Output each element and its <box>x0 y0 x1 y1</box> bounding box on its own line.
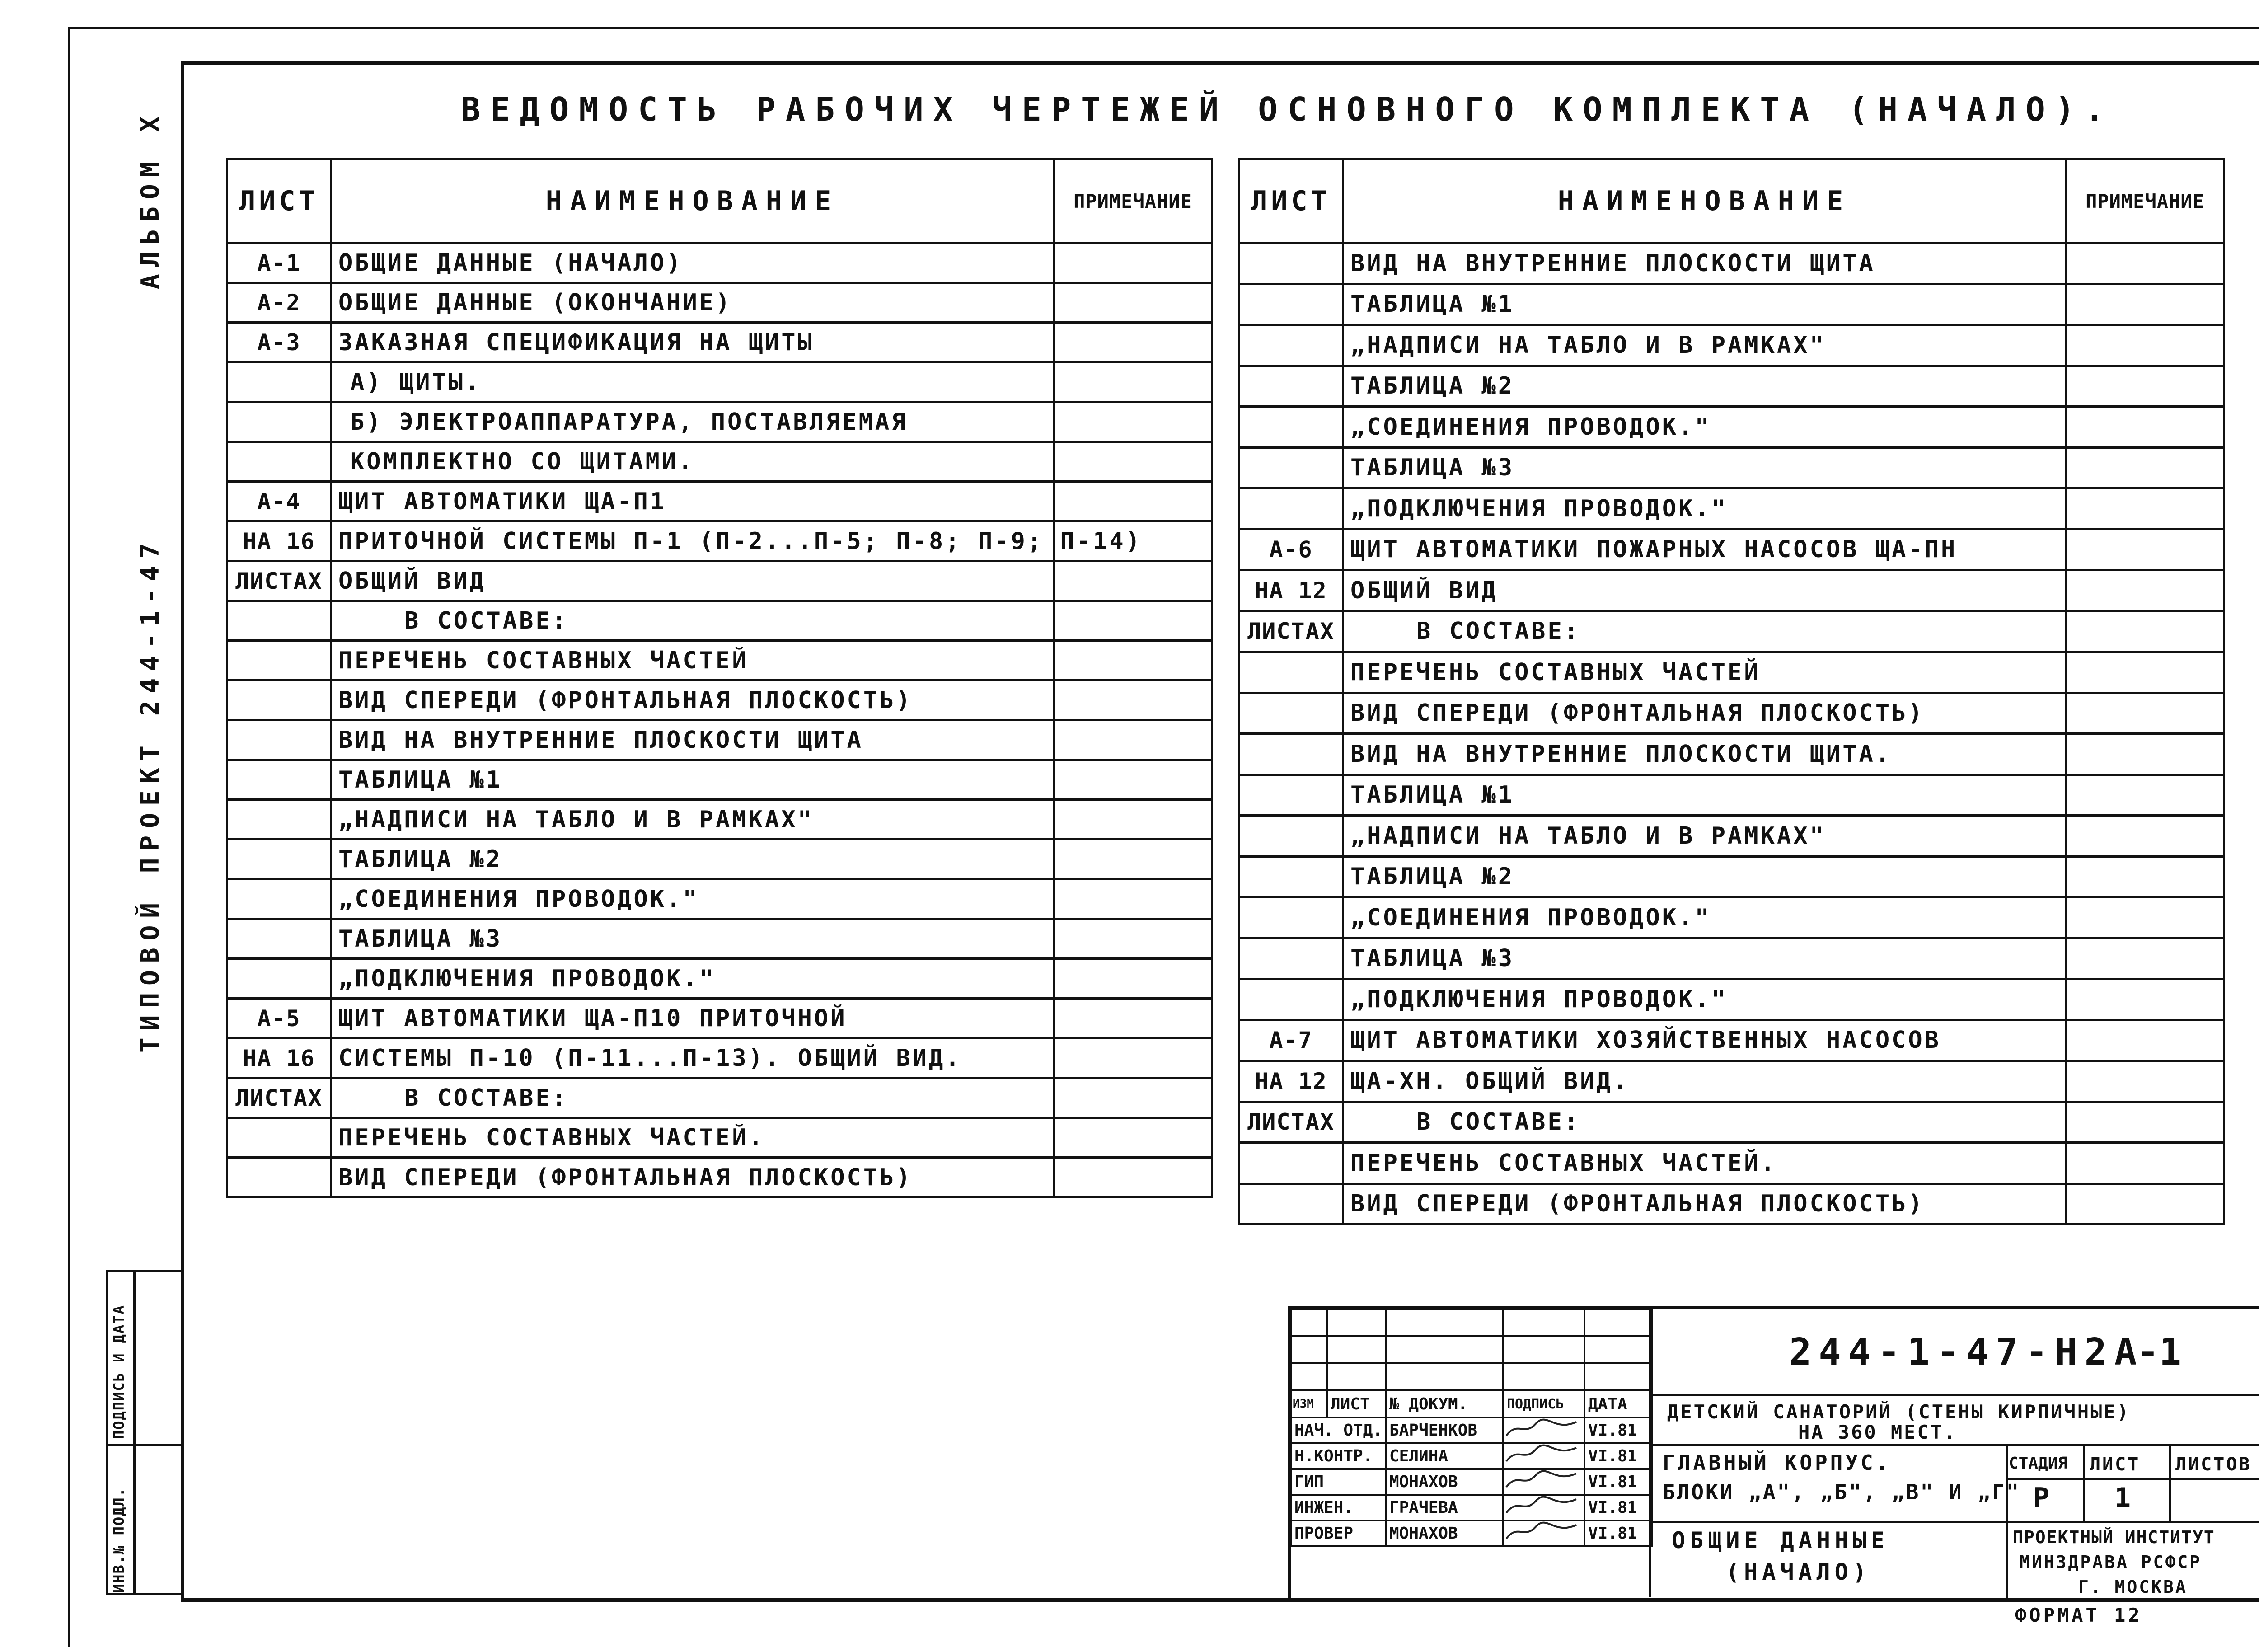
signer-role: Н.КОНТР. <box>1291 1443 1386 1469</box>
row-sheet <box>227 1158 331 1197</box>
row-note <box>2066 938 2224 979</box>
sheet-code: А-1 <box>2114 1331 2182 1374</box>
row-sheet <box>1239 856 1343 897</box>
signature-row <box>1291 1443 1652 1469</box>
row-name: ЩИТ АВТОМАТИКИ ЩА-П1 <box>331 482 1054 521</box>
col-list: ЛИСТ <box>1327 1390 1386 1417</box>
table-row <box>1239 1183 2224 1225</box>
row-note <box>1054 442 1212 482</box>
row-name: „СОЕДИНЕНИЯ ПРОВОДОК." <box>1343 897 2066 939</box>
table-row <box>227 760 1212 800</box>
row-note <box>2066 366 2224 407</box>
row-name: ТАБЛИЦА №2 <box>1343 366 2066 407</box>
row-note <box>1054 999 1212 1038</box>
table-row <box>1239 693 2224 734</box>
row-note <box>2066 856 2224 897</box>
row-note <box>2066 1020 2224 1061</box>
object-line-1: ДЕТСКИЙ САНАТОРИЙ (СТЕНЫ КИРПИЧНЫЕ) <box>1667 1401 2131 1423</box>
row-note <box>1054 283 1212 323</box>
row-name: „НАДПИСИ НА ТАБЛО И В РАМКАХ" <box>331 800 1054 840</box>
row-sheet <box>1239 325 1343 366</box>
row-sheet: А-2 <box>227 283 331 323</box>
row-name: ВИД СПЕРЕДИ (ФРОНТАЛЬНАЯ ПЛОСКОСТЬ) <box>1343 693 2066 734</box>
row-name: „СОЕДИНЕНИЯ ПРОВОДОК." <box>1343 407 2066 448</box>
sheet-value: 1 <box>2114 1482 2131 1514</box>
row-note <box>2066 447 2224 488</box>
row-note <box>2066 979 2224 1020</box>
row-sheet <box>1239 652 1343 693</box>
stamp-line-2 <box>1649 1444 2259 1446</box>
signer-role: ПРОВЕР <box>1291 1521 1386 1546</box>
table-row <box>1239 1143 2224 1184</box>
table-row <box>227 442 1212 482</box>
row-sheet: А-3 <box>227 323 331 362</box>
row-name: КОМПЛЕКТНО СО ЩИТАМИ. <box>331 442 1054 482</box>
table-row <box>1239 611 2224 652</box>
doc-title-1: ОБЩИЕ ДАННЫЕ <box>1672 1527 1889 1553</box>
row-note <box>2066 693 2224 734</box>
row-note <box>1054 681 1212 720</box>
row-sheet <box>1239 938 1343 979</box>
row-note <box>1054 482 1212 521</box>
stage-value: Р <box>2033 1482 2050 1514</box>
signature-row <box>1291 1495 1652 1521</box>
format-label: ФОРМАТ 12 <box>2015 1604 2142 1626</box>
row-sheet: НА 16 <box>227 521 331 561</box>
row-note <box>1054 1118 1212 1158</box>
table-row <box>227 521 1212 561</box>
row-name: „СОЕДИНЕНИЯ ПРОВОДОК." <box>331 879 1054 919</box>
row-sheet <box>1239 979 1343 1020</box>
header-sheet: ЛИСТ <box>1239 160 1343 243</box>
row-note <box>2066 1143 2224 1184</box>
row-sheet: А-7 <box>1239 1020 1343 1061</box>
row-sheet <box>1239 897 1343 939</box>
table-row <box>1239 1102 2224 1143</box>
row-name: В СОСТАВЕ: <box>1343 611 2066 652</box>
building-line-2: БЛОКИ „А", „Б", „В" И „Г" <box>1663 1480 2021 1504</box>
row-note <box>2066 325 2224 366</box>
row-note <box>2066 611 2224 652</box>
row-note <box>2066 529 2224 570</box>
col-date: ДАТА <box>1584 1390 1652 1417</box>
row-name: ВИД СПЕРЕДИ (ФРОНТАЛЬНАЯ ПЛОСКОСТЬ) <box>331 681 1054 720</box>
signer-name: МОНАХОВ <box>1386 1521 1503 1546</box>
row-sheet: ЛИСТАХ <box>227 1078 331 1118</box>
row-sheet <box>227 1118 331 1158</box>
table-row <box>227 402 1212 442</box>
row-name: ВИД НА ВНУТРЕННИЕ ПЛОСКОСТИ ЩИТА. <box>1343 734 2066 775</box>
row-name: ТАБЛИЦА №1 <box>1343 774 2066 816</box>
signature-mark <box>1503 1443 1584 1469</box>
row-name: ПЕРЕЧЕНЬ СОСТАВНЫХ ЧАСТЕЙ. <box>1343 1143 2066 1184</box>
signer-role: ИНЖЕН. <box>1291 1495 1386 1521</box>
row-sheet <box>227 879 331 919</box>
row-name: В СОСТАВЕ: <box>1343 1102 2066 1143</box>
signature-mark <box>1503 1469 1584 1495</box>
row-sheet <box>227 641 331 681</box>
stamp-line-3 <box>1649 1521 2259 1523</box>
sign-date: VI.81 <box>1584 1495 1652 1521</box>
table-header-row <box>1239 160 2224 243</box>
table-header-row <box>227 160 1212 243</box>
table-row <box>227 879 1212 919</box>
row-sheet <box>227 601 331 641</box>
signature-mark <box>1503 1417 1584 1443</box>
table-row <box>1239 529 2224 570</box>
table-row <box>227 720 1212 760</box>
table-row <box>227 1158 1212 1197</box>
row-name: В СОСТАВЕ: <box>331 1078 1054 1118</box>
row-name: ОБЩИЕ ДАННЫЕ (ОКОНЧАНИЕ) <box>331 283 1054 323</box>
register-table-right <box>1238 158 2225 1225</box>
row-note <box>1054 919 1212 959</box>
row-sheet <box>227 681 331 720</box>
row-sheet <box>1239 407 1343 448</box>
doc-title-2: (НАЧАЛО) <box>1726 1559 1871 1585</box>
row-name: ЩИТ АВТОМАТИКИ ХОЗЯЙСТВЕННЫХ НАСОСОВ <box>1343 1020 2066 1061</box>
table-row <box>227 283 1212 323</box>
row-note <box>2066 1061 2224 1102</box>
row-sheet <box>1239 816 1343 857</box>
row-name: ОБЩИЙ ВИД <box>331 561 1054 601</box>
table-row <box>1239 407 2224 448</box>
stamp-header-row <box>1291 1390 1652 1417</box>
header-note: ПРИМЕЧАНИЕ <box>2066 160 2224 243</box>
table-row <box>227 681 1212 720</box>
row-sheet <box>227 720 331 760</box>
row-sheet: А-6 <box>1239 529 1343 570</box>
row-note <box>2066 774 2224 816</box>
row-sheet <box>227 362 331 402</box>
col-doc: № ДОКУМ. <box>1386 1390 1503 1417</box>
table-row <box>1239 488 2224 530</box>
table-row <box>1239 774 2224 816</box>
table-row <box>227 561 1212 601</box>
table-row <box>227 1118 1212 1158</box>
signer-name: СЕЛИНА <box>1386 1443 1503 1469</box>
row-sheet <box>1239 1143 1343 1184</box>
row-sheet <box>1239 447 1343 488</box>
row-sheet <box>1239 488 1343 530</box>
row-note <box>1054 1158 1212 1197</box>
signature-row <box>1291 1417 1652 1443</box>
signer-name: МОНАХОВ <box>1386 1469 1503 1495</box>
row-note <box>1054 641 1212 681</box>
table-row <box>1239 1020 2224 1061</box>
table-row <box>1239 734 2224 775</box>
table-row <box>1239 1061 2224 1102</box>
left-approval-stamp <box>106 1270 183 1595</box>
building-line-1: ГЛАВНЫЙ КОРПУС. <box>1663 1450 1891 1475</box>
table-row <box>227 919 1212 959</box>
signer-role: ГИП <box>1291 1469 1386 1495</box>
sheet-label: ЛИСТ <box>2090 1454 2141 1475</box>
row-note <box>2066 816 2224 857</box>
row-name: Б) ЭЛЕКТРОАППАРАТУРА, ПОСТАВЛЯЕМАЯ <box>331 402 1054 442</box>
row-sheet <box>227 402 331 442</box>
header-sheet: ЛИСТ <box>227 160 331 243</box>
table-row <box>227 999 1212 1038</box>
row-name: ТАБЛИЦА №2 <box>331 840 1054 879</box>
row-name: ЩА-ХН. ОБЩИЙ ВИД. <box>1343 1061 2066 1102</box>
row-note <box>2066 734 2224 775</box>
row-note <box>1054 800 1212 840</box>
row-name: „ПОДКЛЮЧЕНИЯ ПРОВОДОК." <box>1343 979 2066 1020</box>
stamp-divider-2 <box>2006 1444 2008 1600</box>
row-name: „НАДПИСИ НА ТАБЛО И В РАМКАХ" <box>1343 325 2066 366</box>
row-name: ТАБЛИЦА №1 <box>1343 284 2066 325</box>
table-row <box>227 959 1212 999</box>
table-row <box>1239 243 2224 284</box>
signature-row <box>1291 1469 1652 1495</box>
signature-table <box>1290 1308 1653 1547</box>
row-name: ТАБЛИЦА №3 <box>1343 447 2066 488</box>
row-name: ЩИТ АВТОМАТИКИ ПОЖАРНЫХ НАСОСОВ ЩА-ПН <box>1343 529 2066 570</box>
row-name: ТАБЛИЦА №2 <box>1343 856 2066 897</box>
table-row <box>227 1038 1212 1078</box>
sign-date: VI.81 <box>1584 1469 1652 1495</box>
row-name: СИСТЕМЫ П-10 (П-11...П-13). ОБЩИЙ ВИД. <box>331 1038 1054 1078</box>
row-note <box>2066 1183 2224 1225</box>
row-name: ПРИТОЧНОЙ СИСТЕМЫ П-1 (П-2...П-5; П-8; П-9; П-14) <box>331 521 1054 561</box>
header-note: ПРИМЕЧАНИЕ <box>1054 160 1212 243</box>
stamp-divider <box>1649 1308 1651 1597</box>
row-sheet <box>1239 366 1343 407</box>
album-side-label: АЛЬБОМ Х <box>136 109 165 289</box>
row-name: ВИД СПЕРЕДИ (ФРОНТАЛЬНАЯ ПЛОСКОСТЬ) <box>1343 1183 2066 1225</box>
table-row <box>227 800 1212 840</box>
row-sheet <box>227 442 331 482</box>
row-note <box>1054 362 1212 402</box>
table-row <box>1239 816 2224 857</box>
org-line-1: ПРОЕКТНЫЙ ИНСТИТУТ <box>2013 1527 2215 1547</box>
row-note <box>1054 1038 1212 1078</box>
table-row <box>1239 447 2224 488</box>
table-row <box>227 362 1212 402</box>
sheets-label: ЛИСТОВ <box>2175 1454 2252 1475</box>
signature-mark <box>1503 1521 1584 1546</box>
row-note <box>2066 897 2224 939</box>
row-sheet <box>1239 693 1343 734</box>
row-note <box>1054 959 1212 999</box>
signature-row <box>1291 1521 1652 1546</box>
table-row <box>227 1078 1212 1118</box>
sign-date: VI.81 <box>1584 1417 1652 1443</box>
signer-name: ГРАЧЕВА <box>1386 1495 1503 1521</box>
table-row <box>227 840 1212 879</box>
inv-label: ИНВ.№ ПОДЛ. <box>110 1487 127 1593</box>
row-name: ТАБЛИЦА №3 <box>1343 938 2066 979</box>
row-note <box>1054 879 1212 919</box>
row-sheet: ЛИСТАХ <box>227 561 331 601</box>
signature-mark <box>1503 1495 1584 1521</box>
row-note <box>1054 601 1212 641</box>
table-row <box>227 323 1212 362</box>
row-name: ТАБЛИЦА №3 <box>331 919 1054 959</box>
header-name: НАИМЕНОВАНИЕ <box>331 160 1054 243</box>
row-note <box>2066 284 2224 325</box>
row-sheet: НА 12 <box>1239 570 1343 611</box>
row-note <box>1054 840 1212 879</box>
row-sheet: НА 16 <box>227 1038 331 1078</box>
table-row <box>227 482 1212 521</box>
row-note <box>1054 561 1212 601</box>
sign-date: VI.81 <box>1584 1443 1652 1469</box>
row-sheet <box>1239 243 1343 284</box>
row-sheet <box>227 919 331 959</box>
row-note <box>1054 760 1212 800</box>
page-title: ВЕДОМОСТЬ РАБОЧИХ ЧЕРТЕЖЕЙ ОСНОВНОГО КОМПЛЕКТА (НАЧАЛО). <box>461 90 2114 128</box>
row-sheet: ЛИСТАХ <box>1239 611 1343 652</box>
row-sheet: А-4 <box>227 482 331 521</box>
row-note <box>1054 720 1212 760</box>
row-name: ВИД НА ВНУТРЕННИЕ ПЛОСКОСТИ ЩИТА <box>331 720 1054 760</box>
row-note <box>2066 652 2224 693</box>
row-note <box>2066 570 2224 611</box>
row-sheet <box>1239 284 1343 325</box>
org-line-2: МИНЗДРАВА РСФСР <box>2020 1552 2202 1572</box>
row-name: ВИД СПЕРЕДИ (ФРОНТАЛЬНАЯ ПЛОСКОСТЬ) <box>331 1158 1054 1197</box>
stamp-divider-4 <box>2169 1444 2171 1521</box>
table-row <box>1239 652 2224 693</box>
row-sheet: А-5 <box>227 999 331 1038</box>
stamp-line-1 <box>1649 1394 2259 1396</box>
signer-name: БАРЧЕНКОВ <box>1386 1417 1503 1443</box>
table-row <box>1239 366 2224 407</box>
stamp-line-4 <box>2006 1478 2259 1480</box>
row-sheet: ЛИСТАХ <box>1239 1102 1343 1143</box>
org-line-3: Г. МОСКВА <box>2078 1577 2188 1597</box>
row-note <box>2066 243 2224 284</box>
table-row <box>1239 570 2224 611</box>
row-name: „ПОДКЛЮЧЕНИЯ ПРОВОДОК." <box>1343 488 2066 530</box>
row-note <box>1054 323 1212 362</box>
table-row <box>1239 979 2224 1020</box>
row-name: ЗАКАЗНАЯ СПЕЦИФИКАЦИЯ НА ЩИТЫ <box>331 323 1054 362</box>
table-row <box>1239 897 2224 939</box>
row-sheet: А-1 <box>227 243 331 283</box>
row-note <box>2066 488 2224 530</box>
row-sheet: НА 12 <box>1239 1061 1343 1102</box>
row-sheet <box>227 800 331 840</box>
row-name: А) ЩИТЫ. <box>331 362 1054 402</box>
project-side-label: ТИПОВОЙ ПРОЕКТ 244-1-47 <box>136 536 165 1053</box>
row-sheet <box>227 959 331 999</box>
row-sheet <box>227 840 331 879</box>
register-table-left <box>226 158 1213 1198</box>
row-name: „ПОДКЛЮЧЕНИЯ ПРОВОДОК." <box>331 959 1054 999</box>
row-name: ОБЩИЕ ДАННЫЕ (НАЧАЛО) <box>331 243 1054 283</box>
row-sheet <box>227 760 331 800</box>
table-row <box>1239 938 2224 979</box>
sign-label: ПОДПИСЬ И ДАТА <box>110 1305 127 1439</box>
row-name: ТАБЛИЦА №1 <box>331 760 1054 800</box>
row-name: ЩИТ АВТОМАТИКИ ЩА-П10 ПРИТОЧНОЙ <box>331 999 1054 1038</box>
col-sign: ПОДПИСЬ <box>1503 1390 1584 1417</box>
table-row <box>227 243 1212 283</box>
row-name: ВИД НА ВНУТРЕННИЕ ПЛОСКОСТИ ЩИТА <box>1343 243 2066 284</box>
sign-date: VI.81 <box>1584 1521 1652 1546</box>
row-name: ПЕРЕЧЕНЬ СОСТАВНЫХ ЧАСТЕЙ <box>1343 652 2066 693</box>
row-note <box>2066 407 2224 448</box>
document-code: 244-1-47-Н2 <box>1789 1331 2114 1374</box>
signer-role: НАЧ. ОТД. <box>1291 1417 1386 1443</box>
row-note <box>1054 243 1212 283</box>
row-name: ПЕРЕЧЕНЬ СОСТАВНЫХ ЧАСТЕЙ. <box>331 1118 1054 1158</box>
header-name: НАИМЕНОВАНИЕ <box>1343 160 2066 243</box>
table-row <box>1239 856 2224 897</box>
row-name: В СОСТАВЕ: <box>331 601 1054 641</box>
row-note <box>2066 1102 2224 1143</box>
object-line-2: НА 360 МЕСТ. <box>1798 1421 1957 1443</box>
table-row <box>1239 284 2224 325</box>
stamp-divider-3 <box>2083 1444 2085 1521</box>
row-name: „НАДПИСИ НА ТАБЛО И В РАМКАХ" <box>1343 816 2066 857</box>
row-sheet <box>1239 1183 1343 1225</box>
table-row <box>227 601 1212 641</box>
row-name: ОБЩИЙ ВИД <box>1343 570 2066 611</box>
row-sheet <box>1239 774 1343 816</box>
col-izm: ИЗМ <box>1291 1390 1327 1417</box>
row-sheet <box>1239 734 1343 775</box>
table-row <box>1239 325 2224 366</box>
table-row <box>227 641 1212 681</box>
row-note <box>1054 1078 1212 1118</box>
row-name: ПЕРЕЧЕНЬ СОСТАВНЫХ ЧАСТЕЙ <box>331 641 1054 681</box>
stage-label: СТАДИЯ <box>2009 1454 2068 1473</box>
row-note <box>1054 402 1212 442</box>
